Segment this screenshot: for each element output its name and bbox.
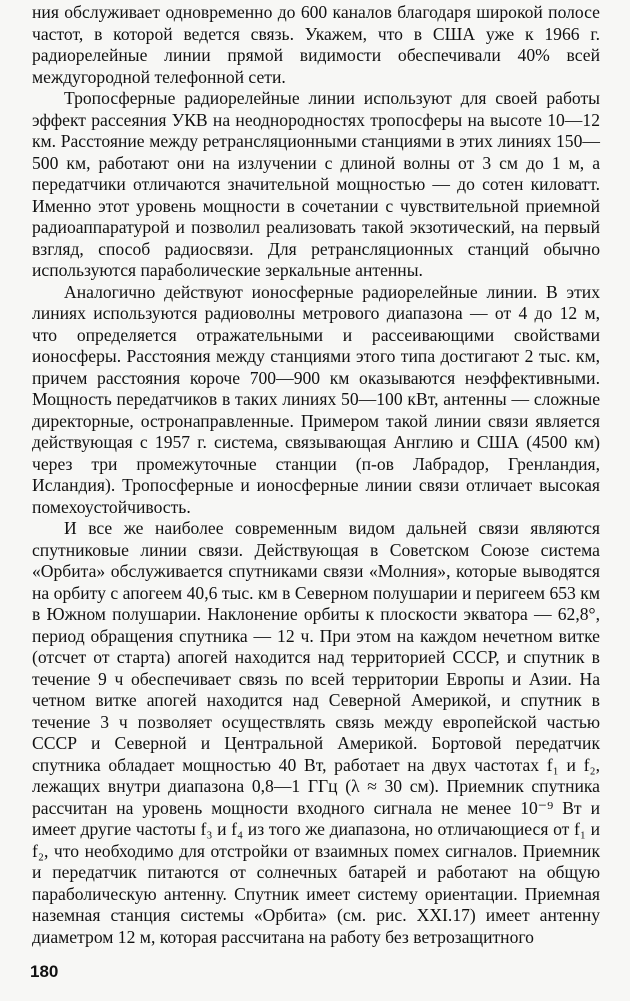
body-text xyxy=(32,2,600,948)
paragraph-continued: ния обслуживает одновременно до 600 каналов благодаря широкой полосе частот, в которой ведется связь. Укажем, что в США уже к 1966 г. радиорелейные линии прямой видимости обеспечивали 40% всей междугородной телефонной сети. xyxy=(32,2,600,87)
paragraph-satellite: И все же наиболее современным видом дальней связи являются спутниковые линии связи. Действующая в Советском Союзе система «Орбита» обслуживается спутниками связи «Молния», которые выводятся на орбиту с апогеем 40,6 тыс. км в Северном полушарии и перигеем 653 км в Южном полушарии. Наклонение орбиты к плоскости экватора — 62,8°, период обращения спутника — 12 ч. При этом на каждом нечетном витке (отсчет от старта) апогей находится над территорией СССР, и спутник в течение 9 ч обеспечивает связь по всей территории Европы и Азии. На четном витке апогей находится над Северной Америкой, и спутник в течение 3 ч позволяет осуществлять связь между европейской частью СССР и Северной и Центральной Америкой. Бортовой передатчик спутника обладает мощностью 40 Вт, работает на двух частотах f₁ и f₂, лежащих внутри диапазона 0,8—1 ГГц (λ ≈ 30 см). Приемник спутника рассчитан на уровень мощности входного сигнала не менее 10⁻⁹ Вт и имеет другие частоты f₃ и f₄ из того же диапазона, но отличающиеся от f₁ и f₂, что необходимо для отстройки от взаимных помех сигналов. Приемник и передатчик питаются от солнечных батарей и работают на общую параболическую антенну. Спутник имеет систему ориентации. Приемная наземная станция системы «Орбита» (см. рис. XXI.17) имеет антенну диаметром 12 м, которая рассчитана на работу без ветрозащитного xyxy=(32,518,600,947)
page-number: 180 xyxy=(30,962,59,981)
paragraph-tropospheric: Тропосферные радиорелейные линии используют для своей работы эффект рассеяния УКВ на неоднородностях тропосферы на высоте 10—12 км. Расстояние между ретрансляционными станциями в этих линиях 150—500 км, работают они на излучении с длиной волны от 3 см до 1 м, а передатчики отличаются значительной мощностью — до сотен киловатт. Именно этот уровень мощности в сочетании с чувствительной приемной радиоаппаратурой и позволил реализовать такой экзотический, на первый взгляд, способ радиосвязи. Для ретрансляционных станций обычно используются параболические зеркальные антенны. xyxy=(32,88,600,280)
paragraph-ionospheric: Аналогично действуют ионосферные радиорелейные линии. В этих линиях используются радиоволны метрового диапазона — от 4 до 12 м, что определяется отражательными и рассеивающими свойствами ионосферы. Расстояния между станциями этого типа достигают 2 тыс. км, причем расстояния короче 700—900 км оказываются неэффективными. Мощность передатчиков в таких линиях 50—100 кВт, антенны — сложные директорные, остронаправленные. Примером такой линии связи является действующая с 1957 г. система, связывающая Англию и США (4500 км) через три промежуточные станции (п-ов Лабрадор, Гренландия, Исландия). Тропосферные и ионосферные линии связи отличает высокая помехоустойчивость. xyxy=(32,281,600,517)
